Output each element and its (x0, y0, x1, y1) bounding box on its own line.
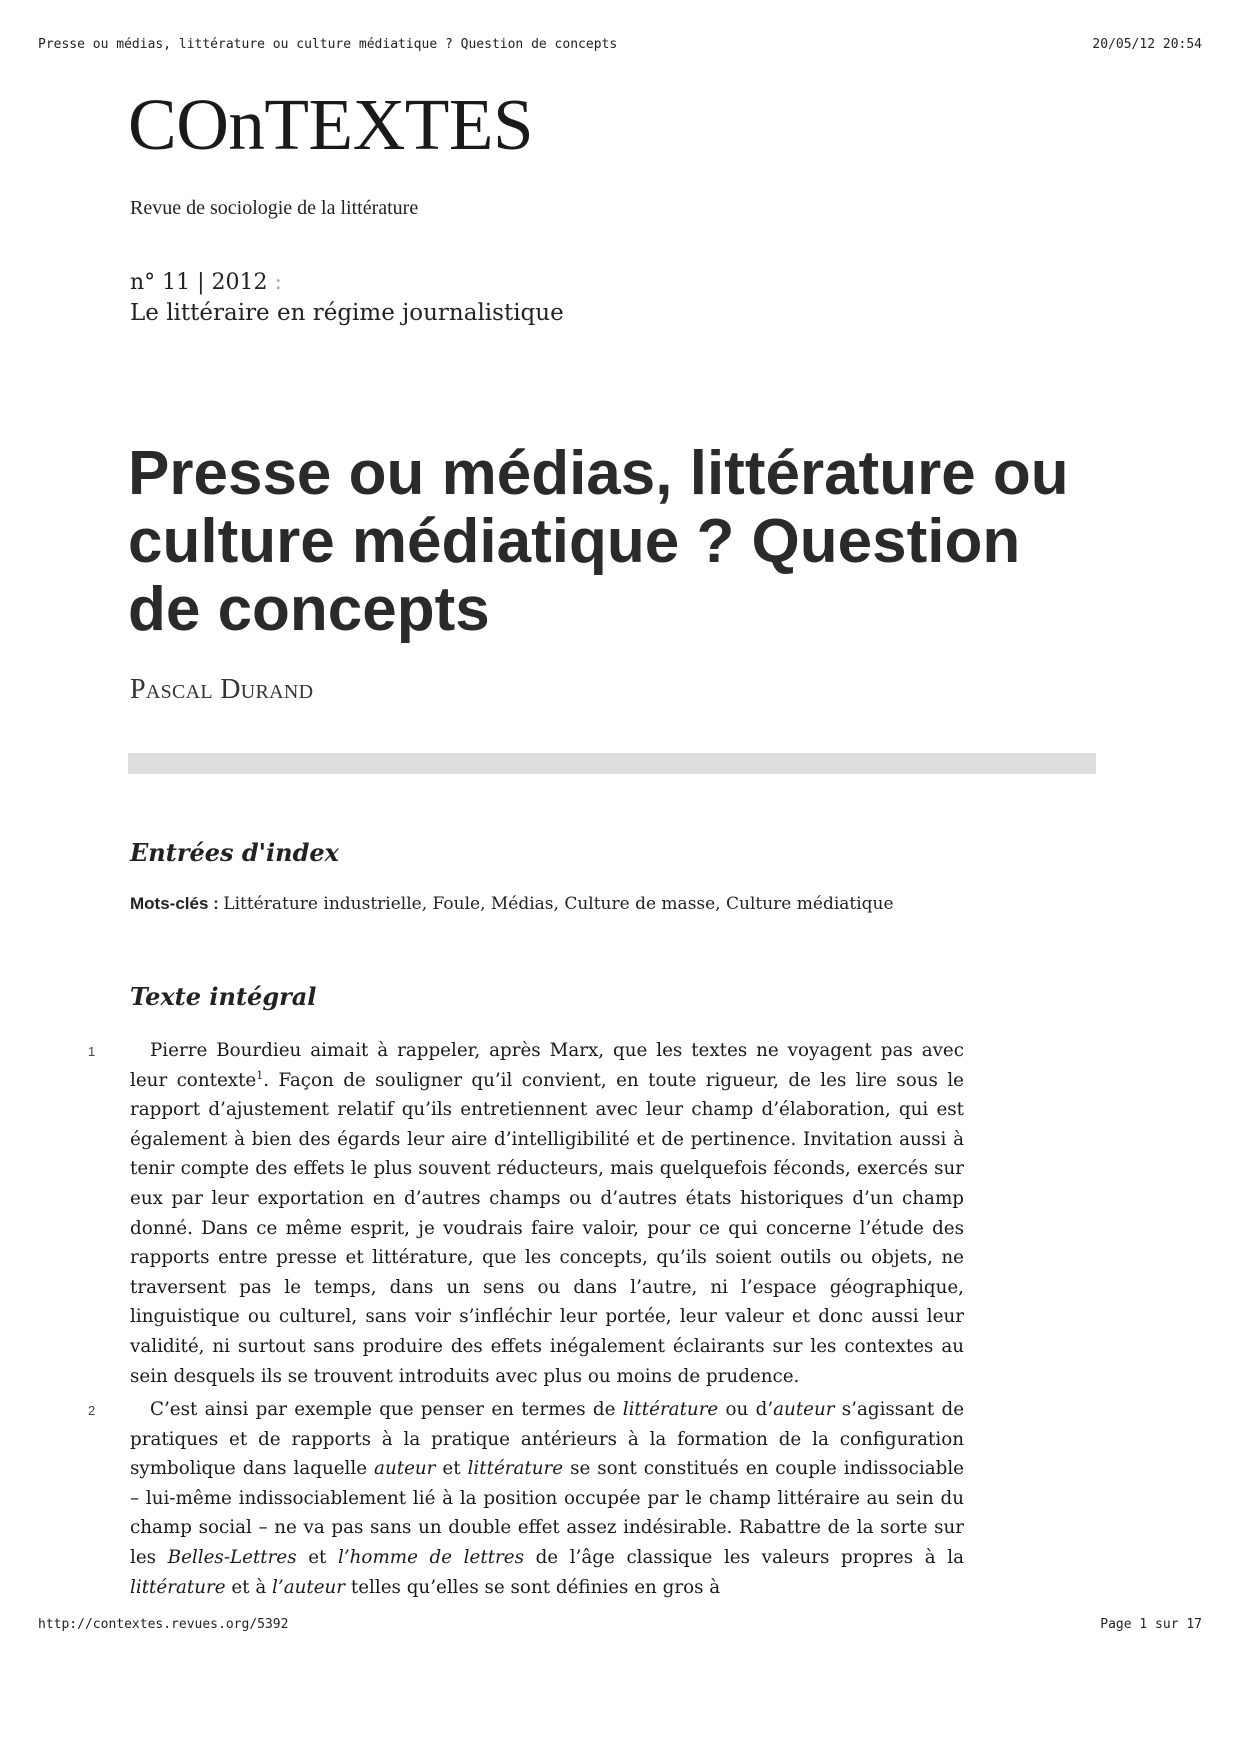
paragraph-text: telles qu’elles se sont définies en gros à (345, 1576, 721, 1598)
paragraph-italic-term: Belles-Lettres (167, 1546, 297, 1568)
fulltext-heading: Texte intégral (130, 982, 317, 1011)
author-link[interactable]: Pascal Durand (130, 674, 314, 705)
journal-title-logo[interactable]: COnTEXTES (128, 84, 534, 165)
issue-separator: : (274, 270, 282, 295)
paragraph (130, 1395, 964, 1602)
paragraph-text: Pierre Bourdieu aimait à rappeler, après Marx, que les textes ne voyagent pas avec leur contexte (130, 1040, 964, 1091)
paragraph-text: s’agissant de pratiques et de rapports à la pratique antérieurs à la formation de la configuration symbolique dans laquelle (130, 1399, 965, 1480)
paragraph-italic-term: auteur (374, 1458, 436, 1480)
print-footer-page-info: Page 1 sur 17 (1100, 1617, 1202, 1632)
index-heading: Entrées d'index (130, 838, 339, 867)
paragraph-text: ou d’ (718, 1399, 774, 1420)
paragraph-italic-term: auteur (773, 1399, 835, 1420)
separator-bar (128, 753, 1096, 774)
paragraph-text: et (435, 1458, 468, 1480)
issue-number-text: n° 11 | 2012 (130, 270, 268, 295)
article-title: Presse ou médias, littérature ou culture médiatique ? Question de concepts (128, 439, 1069, 644)
print-footer (38, 1617, 1202, 1632)
paragraph-number: 2 (88, 1403, 96, 1418)
keywords-label: Mots-clés : (130, 894, 219, 913)
paragraph-italic-term: littérature (622, 1399, 719, 1420)
paragraph-italic-term: littérature (130, 1576, 226, 1598)
paragraph-italic-term: l’homme de lettres (338, 1546, 524, 1568)
print-header-title: Presse ou médias, littérature ou culture médiatique ? Question de concepts (38, 37, 618, 52)
paragraph-text: et à (225, 1576, 273, 1598)
paragraph-text: et (296, 1546, 338, 1568)
paragraph-text: . Façon de souligner qu’il convient, en toute rigueur, de les lire sous le rapport d’ajustement relatif qu’ils entretiennent avec leur champ d’élaboration, qui est également à bien des égards leur aire d’intelligibilité et de pertinence. Invitation aussi à tenir compte des effets le plus souvent réducteurs, mais quelquefois féconds, exercés sur eux par leur exportation en d’autres champs ou d’autres états historiques d’un champ donné. Dans ce même esprit, je voudrais faire valoir, pour ce qui concerne l’étude des rapports entre presse et littérature, que les concepts, qu’ils soient outils ou objets, ne traversent pas le temps, dans un sens ou dans l’autre, ni l’espace géographique, linguistique ou culturel, sans voir s’infléchir leur portée, leur valeur et donc aussi leur validité, ni surtout sans produire des effets inégalement éclairants sur les contextes au sein desquels ils se trouvent introduits avec plus ou moins de prudence. (130, 1069, 964, 1387)
paragraph-italic-term: littérature (467, 1458, 564, 1480)
keywords-row (130, 893, 894, 914)
print-header-datetime: 20/05/12 20:54 (1092, 37, 1202, 52)
keywords-list[interactable]: Littérature industrielle, Foule, Médias, Culture de masse, Culture médiatique (223, 894, 894, 914)
paragraph-text: C’est ainsi par exemple que penser en termes de (150, 1399, 623, 1420)
print-footer-url: http://contextes.revues.org/5392 (38, 1617, 289, 1632)
paragraph-text: de l’âge classique les valeurs propres à la (523, 1546, 964, 1568)
issue-number-link[interactable] (130, 270, 282, 295)
footnote-link[interactable]: 1 (256, 1068, 264, 1082)
paragraph-italic-term: l’auteur (272, 1576, 346, 1598)
paragraph-text: se sont constitués en couple indissociable – lui-même indissociablement lié à la position occupée par le champ littéraire au sein du champ social – ne va pas sans un double effet assez indésirable. Rabattre de la sorte sur les (130, 1458, 964, 1568)
paragraph (130, 1036, 964, 1391)
journal-subtitle: Revue de sociologie de la littérature (130, 197, 419, 219)
issue-title-link[interactable]: Le littéraire en régime journalistique (130, 300, 564, 326)
paragraph-number: 1 (88, 1044, 96, 1059)
print-header (38, 37, 1202, 52)
